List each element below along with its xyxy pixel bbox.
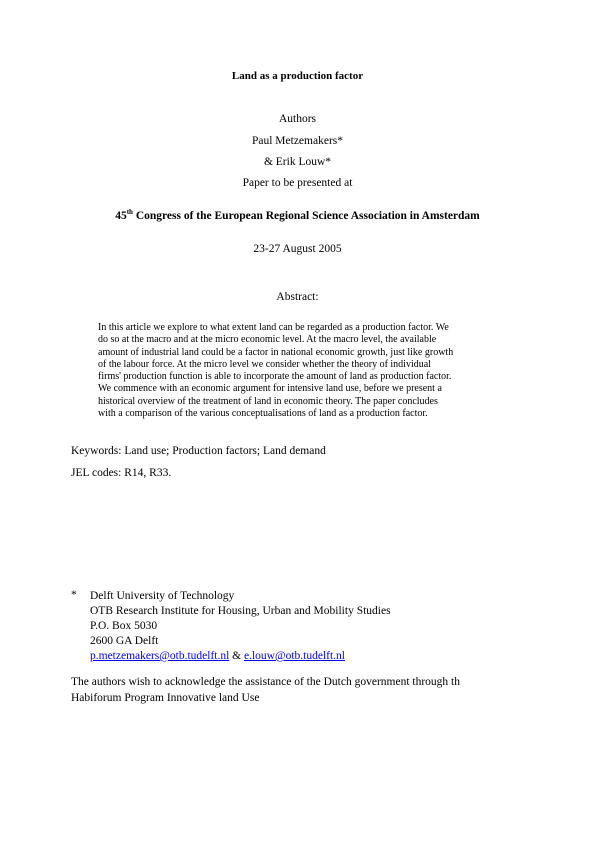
email-line [90, 649, 391, 664]
abstract-line: In this article we explore to what extent land can be regarded as a production factor. We [98, 322, 449, 333]
congress-title [0, 210, 595, 222]
acknowledgement-line: The authors wish to acknowledge the assistance of the Dutch government through th [71, 676, 460, 688]
congress-number: 45 [115, 210, 127, 222]
paper-title: Land as a production factor [231, 70, 364, 82]
keywords: Keywords: Land use; Production factors; Land demand [71, 445, 326, 457]
acknowledgement-line: Habiforum Program Innovative land Use [71, 692, 260, 704]
authors-heading: Authors [278, 113, 317, 125]
abstract-line: historical overview of the treatment of land in economic theory. The paper concludes [98, 395, 438, 407]
email-separator: & [229, 650, 244, 662]
footnote-marker: * [71, 589, 77, 601]
affiliation-line: Delft University of Technology [90, 590, 235, 602]
congress-ordinal: th [126, 208, 133, 216]
author-name: & Erik Louw* [263, 156, 332, 168]
abstract-line: We commence with an economic argument for intensive land use, before we present a [98, 383, 442, 395]
footnote-affiliation [90, 589, 391, 664]
affiliation-line: OTB Research Institute for Housing, Urban and Mobility Studies [90, 605, 391, 617]
acknowledgement [71, 674, 541, 706]
abstract-line: with a comparison of the various conceptualisations of land as a production factor. [98, 408, 428, 420]
email-link-metzemakers[interactable]: p.metzemakers@otb.tudelft.nl [90, 650, 230, 662]
email-link-louw[interactable]: e.louw@otb.tudelft.nl [244, 650, 345, 662]
abstract-line: do so at the macro and at the micro economic level. At the macro level, the available [98, 334, 437, 346]
congress-name: Congress of the European Regional Science Association in Amsterdam [132, 210, 480, 222]
presented-at: Paper to be presented at [242, 177, 353, 189]
author-name: Paul Metzemakers* [251, 135, 343, 147]
jel-codes: JEL codes: R14, R33. [71, 467, 172, 479]
abstract-line: of the labour force. At the micro level we consider whether the theory of individual [98, 358, 431, 370]
affiliation-line: P.O. Box 5030 [90, 620, 158, 632]
abstract-line: firms' production function is able to incorporate the amount of land as production factor. [98, 371, 452, 383]
abstract-heading: Abstract: [276, 291, 319, 303]
conference-date: 23-27 August 2005 [253, 243, 342, 255]
abstract-body [98, 322, 498, 420]
abstract-line: amount of industrial land could be a factor in national economic growth, just like growth [98, 346, 454, 358]
affiliation-line: 2600 GA Delft [90, 635, 159, 647]
